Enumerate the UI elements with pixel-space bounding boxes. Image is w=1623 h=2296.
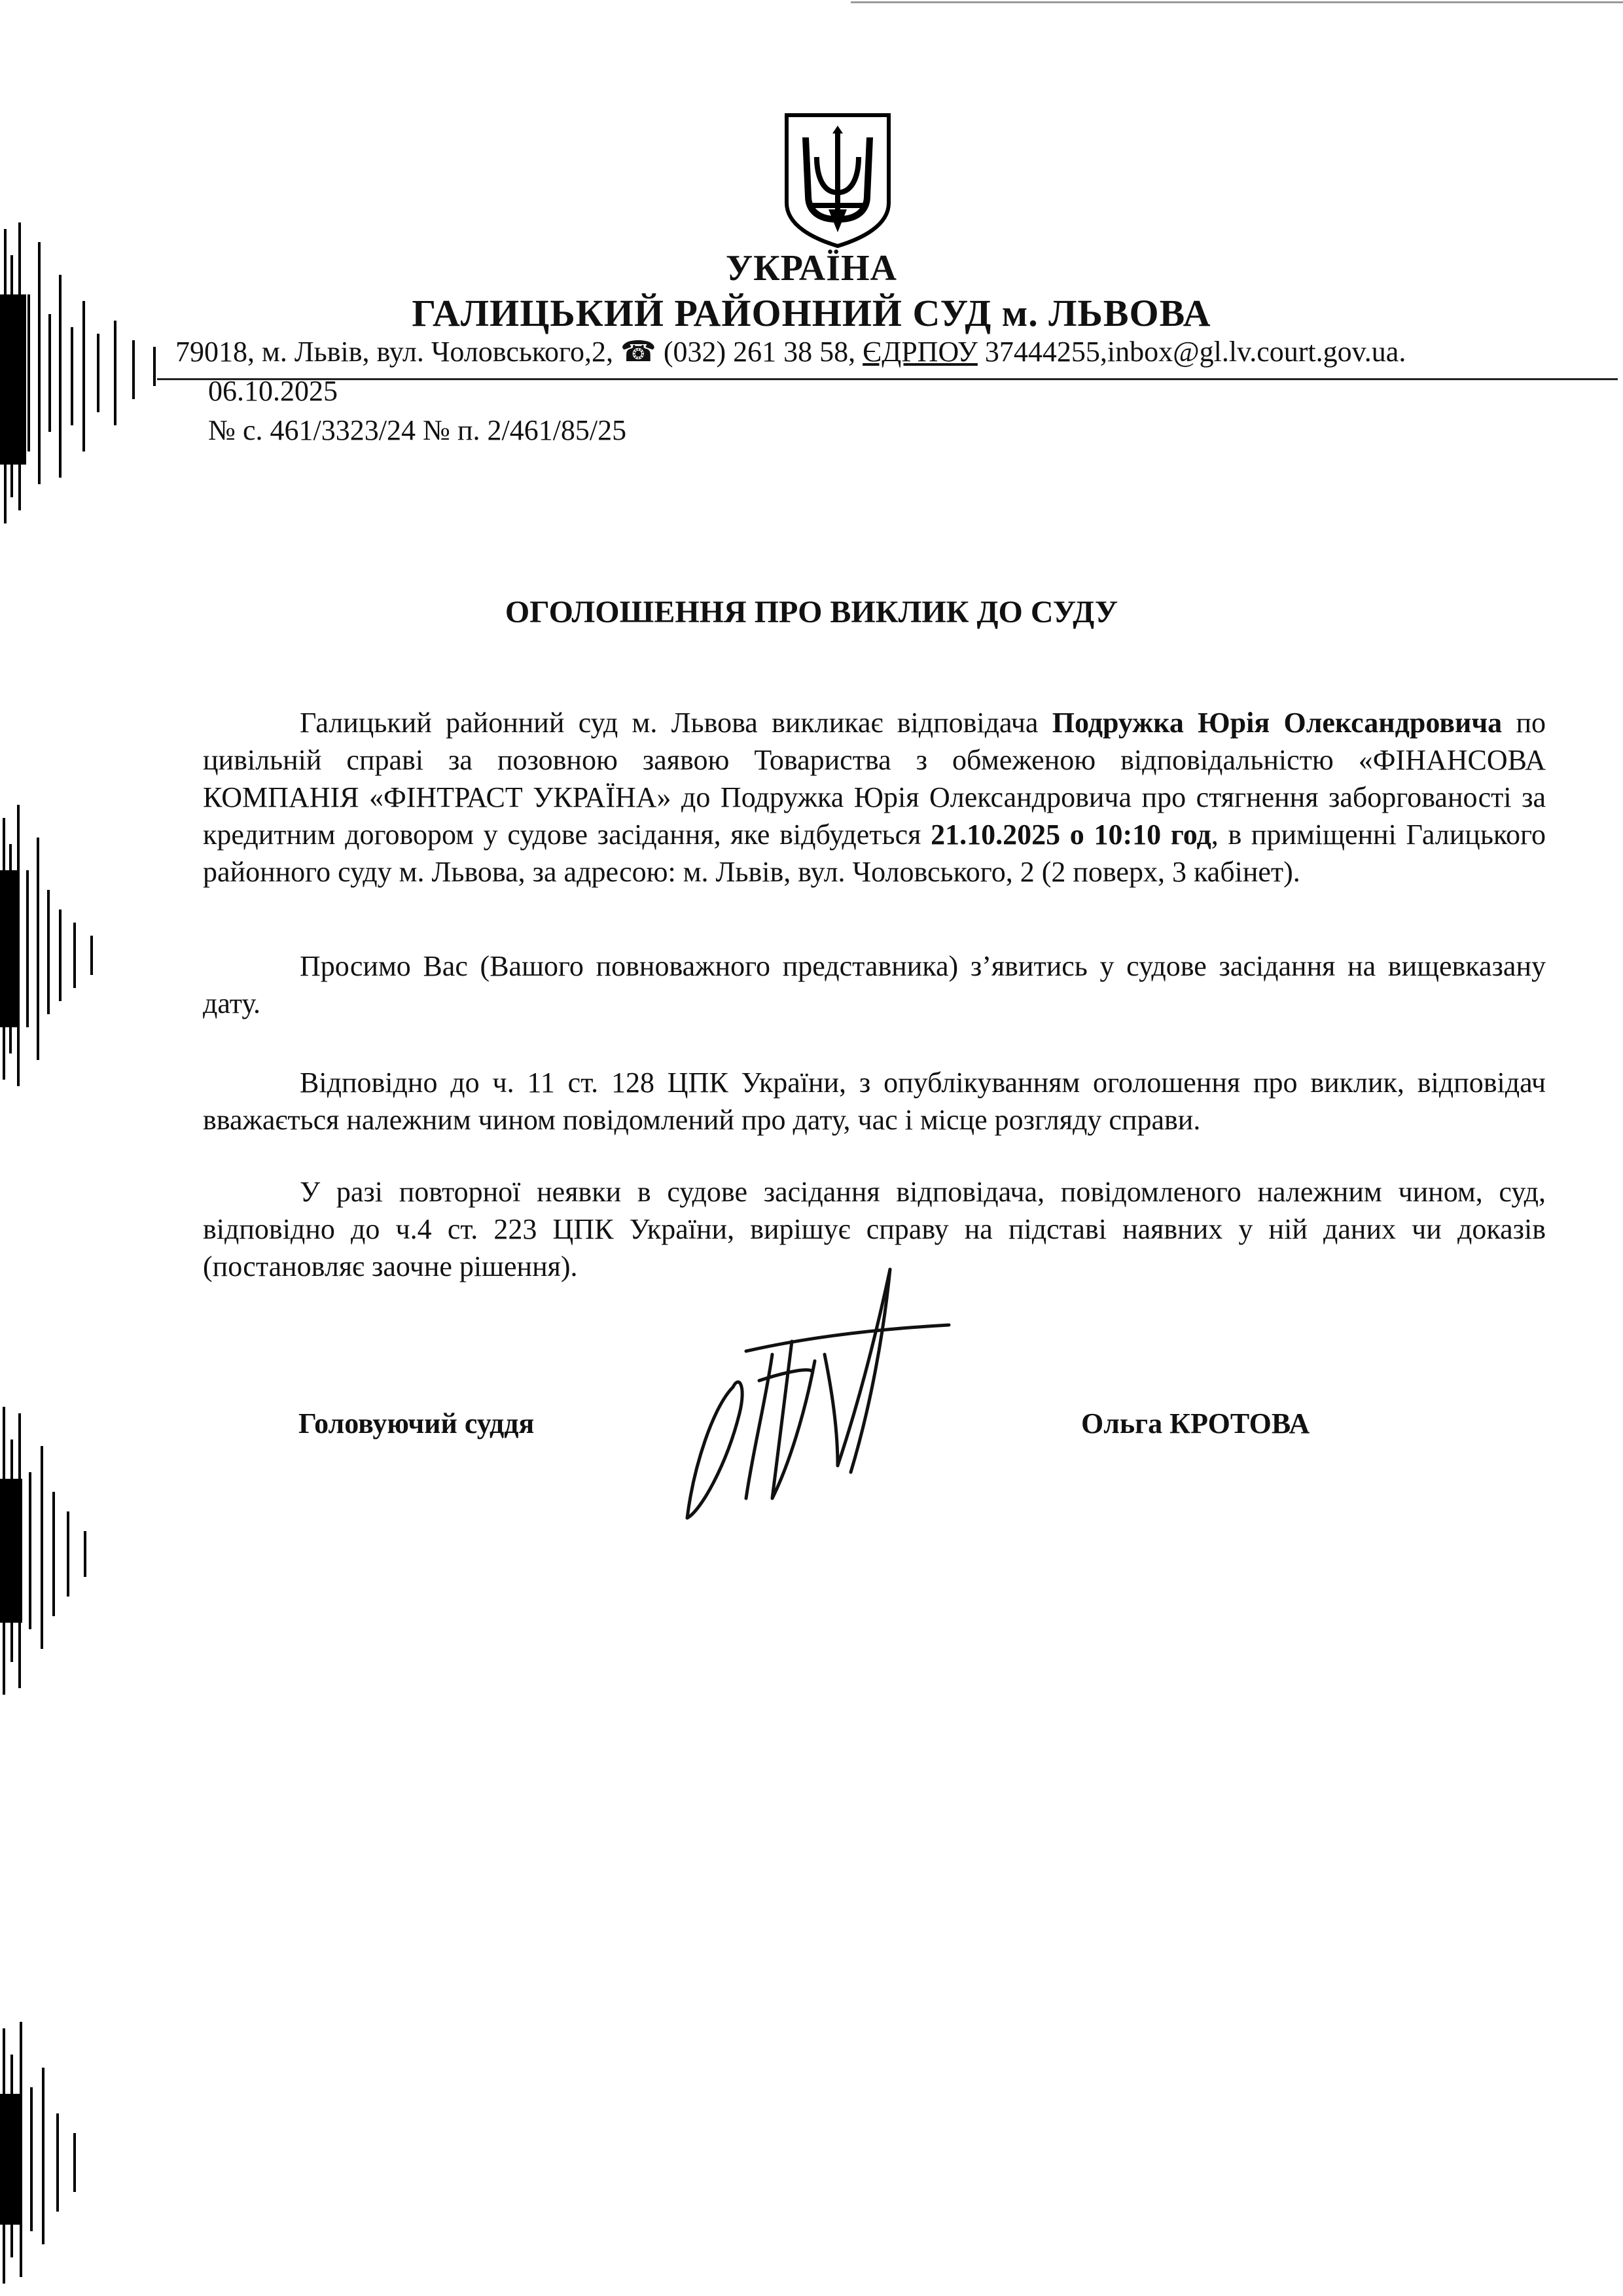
header-rule [157, 378, 1618, 380]
scan-noise-2 [0, 805, 190, 1093]
p1-text-b: по цивільній справі за позовною заявою Товариства з обмеженою відповідальністю «ФІНАНСОВА КОМПАНІЯ «ФІНТРАСТ УКРАЇНА» до Подружка Юрія Олександровича про стягнення заборгованості за кредитним договором у судове засідання, яке відбудеться [203, 707, 1546, 851]
scan-noise-3 [0, 1400, 190, 1701]
p1-text-c: , в приміщенні Галицького районного суду м. Львова, за адресою: м. Львів, вул. Чоловського, 2 (2 поверх, 3 кабінет). [203, 819, 1546, 888]
paragraph-notice: Відповідно до ч. 11 ст. 128 ЦПК України, з опублікуванням оголошення про виклик, відповідач вважається належним чином повідомлений про дату, час і місце розгляду справи. [203, 1067, 1546, 1136]
court-phone: (032) 261 38 58, [663, 336, 863, 368]
handwritten-signature [674, 1256, 982, 1531]
court-name: ГАЛИЦЬКИЙ РАЙОННИЙ СУД м. ЛЬВОВА [412, 292, 1211, 334]
scan-noise-4 [0, 2015, 190, 2290]
case-numbers: № с. 461/3323/24 № п. 2/461/85/25 [208, 414, 627, 446]
scan-top-line [851, 1, 1623, 3]
document-date: 06.10.2025 [208, 375, 338, 407]
signatory-role: Головуючий суддя [298, 1407, 535, 1439]
address-end: 37444255,inbox@gl.lv.court.gov.ua. [977, 336, 1406, 368]
paragraph-default: У разі повторної неявки в судове засідання відповідача, повідомленого належним чином, суд, відповідно до ч.4 ст. 223 ЦПК України, вирішує справу на підставі наявних у ній даних чи доказів (постановляє заочне рішення). [203, 1176, 1546, 1282]
country-title: УКРАЇНА [726, 248, 897, 289]
signatory-name: Ольга КРОТОВА [1081, 1407, 1310, 1439]
paragraph-summons [203, 704, 1546, 891]
p1-text-a: Галицький районний суд м. Львова викликає відповідача [300, 707, 1052, 739]
edrpou-label: ЄДРПОУ [863, 336, 978, 368]
address-start: 79018, м. Львів, вул. Чоловського,2, [175, 336, 621, 368]
paragraph-request: Просимо Вас (Вашого повноважного представника) з’явитись у судове засідання на вищевказану дату. [203, 950, 1546, 1019]
hearing-datetime: 21.10.2025 о 10:10 год [931, 819, 1211, 851]
document-title: ОГОЛОШЕННЯ ПРО ВИКЛИК ДО СУДУ [505, 595, 1118, 629]
phone-icon: ☎ [620, 336, 656, 368]
court-address-line [175, 335, 1602, 368]
trident-emblem-icon [783, 111, 893, 249]
defendant-name: Подружка Юрія Олександровича [1052, 707, 1503, 739]
